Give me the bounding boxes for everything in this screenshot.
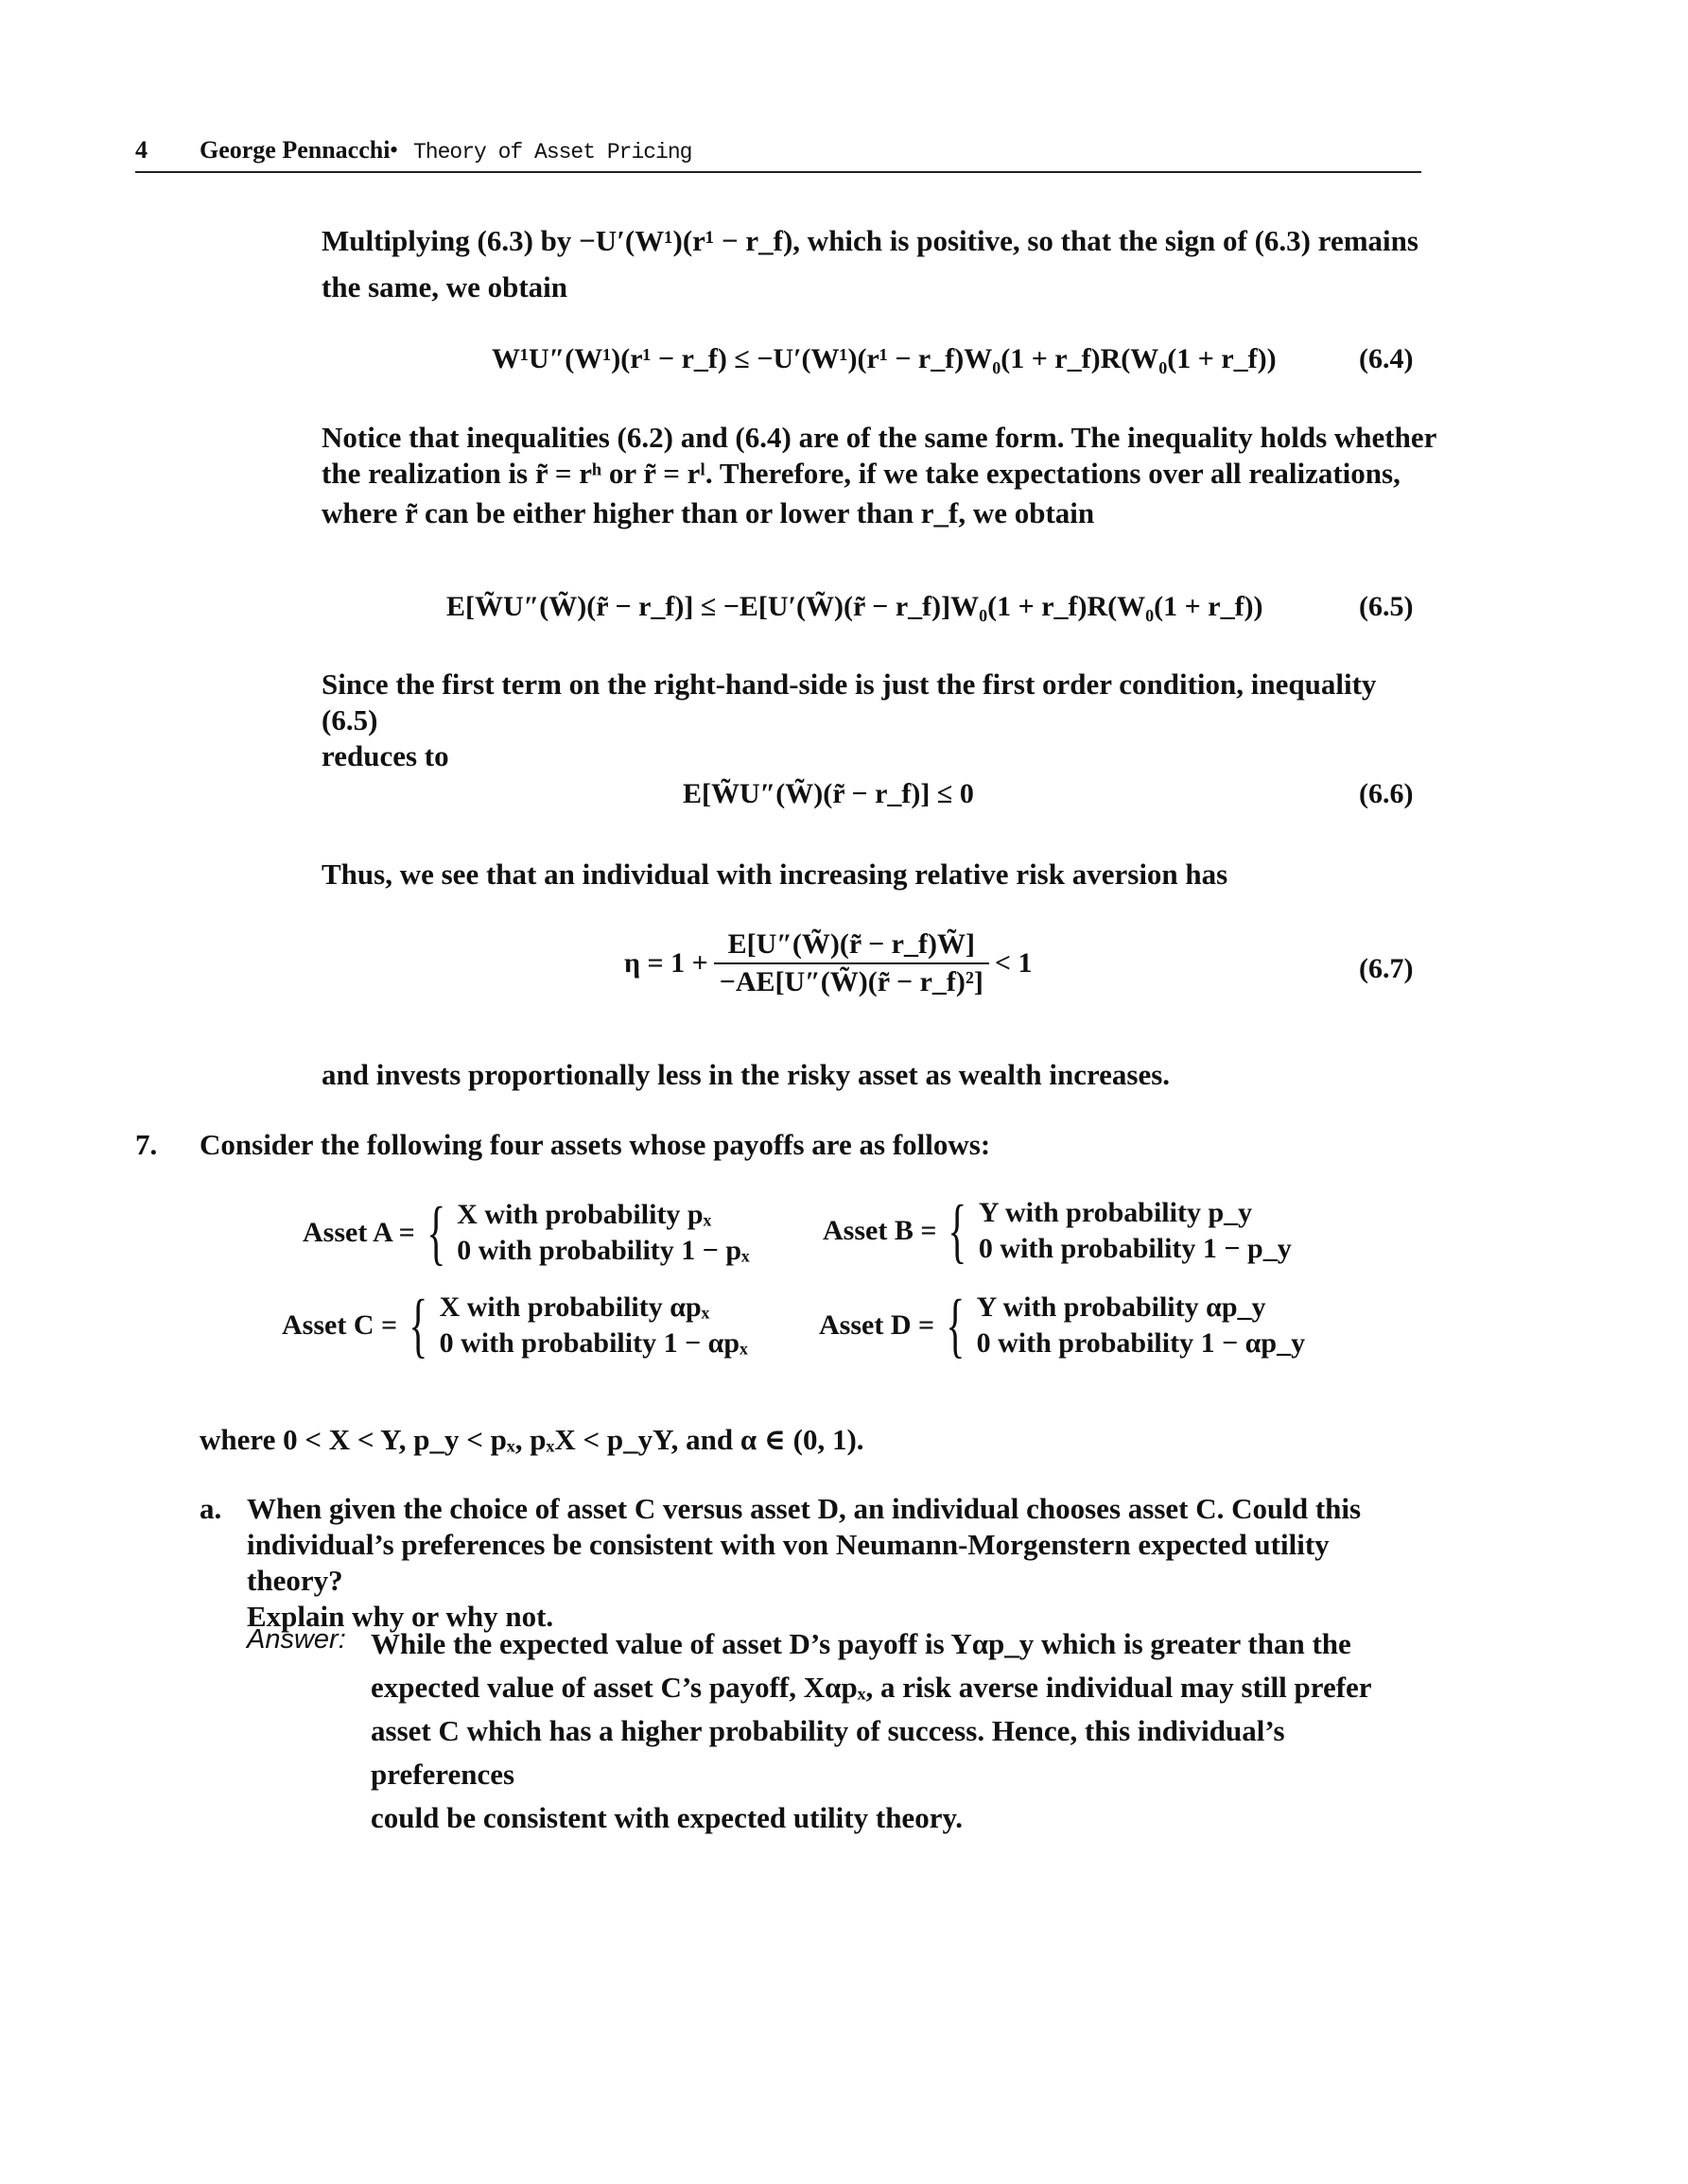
asset-d-label: Asset D = [819,1309,935,1341]
paragraph-1-line-2: the same, we obtain [322,270,568,303]
left-brace-icon: { [948,1191,967,1271]
answer-line-4: could be consistent with expected utility theory. [371,1801,963,1834]
left-brace-icon: { [426,1193,446,1273]
part-a-line-1: When given the choice of asset C versus asset D, an individual chooses asset C. Could this [247,1492,1362,1525]
asset-b-case-1: Y with probability p_y [978,1197,1253,1228]
header-book-title: Theory of Asset Pricing [413,140,692,165]
asset-d-case-1: Y with probability αp_y [976,1291,1266,1323]
equation-6-7-denominator: −AE[U″(W̃)(r̃ − r_f)²] [719,966,983,997]
left-brace-icon: { [946,1286,966,1365]
asset-d-cases [977,1290,1306,1361]
answer-line-2: expected value of asset C’s payoff, Xαpₓ, a risk averse individual may still prefer [371,1671,1372,1704]
asset-b-cases [979,1195,1292,1267]
part-a-line-2: individual’s preferences be consistent with von Neumann-Morgenstern expected utility theory? [247,1528,1330,1597]
paragraph-3 [322,667,1437,774]
paragraph-2-line-2: the realization is r̃ = rʰ or r̃ = rˡ. Therefore, if we take expectations over all realizations, [322,457,1401,490]
answer-label: Answer: [247,1624,346,1655]
equation-6-7 [624,928,1032,998]
asset-a-case-2: 0 with probability 1 − pₓ [457,1235,750,1266]
answer-line-3: asset C which has a higher probability of success. Hence, this individual’s preferences [371,1714,1285,1791]
paragraph-2-line-1: Notice that inequalities (6.2) and (6.4) are of the same form. The inequality holds whether [322,421,1437,454]
problem-7-number: 7. [135,1128,158,1161]
paragraph-1 [322,223,1428,305]
header-author: George Pennacchi [200,136,391,164]
asset-d-definition [819,1286,1306,1365]
equation-6-6: E[W̃U″(W̃)(r̃ − r_f)] ≤ 0 [683,778,974,809]
equation-6-5: E[W̃U″(W̃)(r̃ − r_f)] ≤ −E[U′(W̃)(r̃ − r_f)]W₀(1 + r_f)R(W₀(1 + r_f)) [446,591,1263,622]
answer-line-1: While the expected value of asset D’s payoff is Yαp_y which is greater than the [371,1627,1351,1660]
equation-6-7-numerator: E[U″(W̃)(r̃ − r_f)W̃] [714,928,989,964]
asset-a-cases [457,1197,749,1269]
equation-6-7-fraction [714,928,989,998]
paragraph-3-line-2: reduces to [322,739,449,772]
page-number: 4 [135,136,148,164]
asset-c-cases [440,1290,748,1361]
asset-b-definition [823,1191,1292,1271]
where-conditions: where 0 < X < Y, p_y < pₓ, pₓX < p_yY, and α ∈ (0, 1). [200,1423,864,1456]
equation-6-7-lhs: η = 1 + [624,947,708,979]
asset-b-label: Asset B = [823,1215,937,1246]
paragraph-3-line-1: Since the first term on the right-hand-side is just the first order condition, inequality (6.5) [322,667,1377,737]
equation-number-6-4: (6.4) [1359,343,1414,374]
part-a-line-3: Explain why or why not. [247,1600,554,1633]
asset-a-case-1: X with probability pₓ [457,1199,712,1230]
equation-number-6-6: (6.6) [1359,778,1414,809]
asset-c-case-1: X with probability αpₓ [439,1291,710,1323]
asset-b-case-2: 0 with probability 1 − p_y [978,1233,1292,1264]
equation-6-4: W¹U″(W¹)(r¹ − r_f) ≤ −U′(W¹)(r¹ − r_f)W₀(1 + r_f)R(W₀(1 + r_f)) [492,343,1277,374]
problem-7-statement: Consider the following four assets whose payoffs are as follows: [200,1128,991,1161]
asset-a-definition [303,1193,750,1273]
part-a-label: a. [200,1492,222,1525]
paragraph-5: and invests proportionally less in the risky asset as wealth increases. [322,1058,1171,1091]
left-brace-icon: { [409,1286,428,1365]
asset-c-definition [282,1286,748,1365]
asset-c-case-2: 0 with probability 1 − αpₓ [439,1327,748,1359]
paragraph-2-line-3: where r̃ can be either higher than or lower than r_f, we obtain [322,496,1095,529]
asset-d-case-2: 0 with probability 1 − αp_y [976,1327,1306,1359]
paragraph-2 [322,420,1437,531]
header-rule [135,171,1421,173]
equation-6-7-rhs: < 1 [994,947,1033,979]
paragraph-4: Thus, we see that an individual with increasing relative risk aversion has [322,858,1228,891]
header-bullet: • [390,136,399,164]
equation-number-6-5: (6.5) [1359,591,1414,622]
paragraph-1-line-1: Multiplying (6.3) by −U′(W¹)(r¹ − r_f), which is positive, so that the sign of (6.3) remains [322,224,1418,257]
asset-a-label: Asset A = [303,1217,415,1248]
equation-number-6-7: (6.7) [1359,953,1414,984]
part-a-question [247,1491,1419,1635]
asset-c-label: Asset C = [282,1309,398,1341]
answer-text [371,1622,1430,1840]
